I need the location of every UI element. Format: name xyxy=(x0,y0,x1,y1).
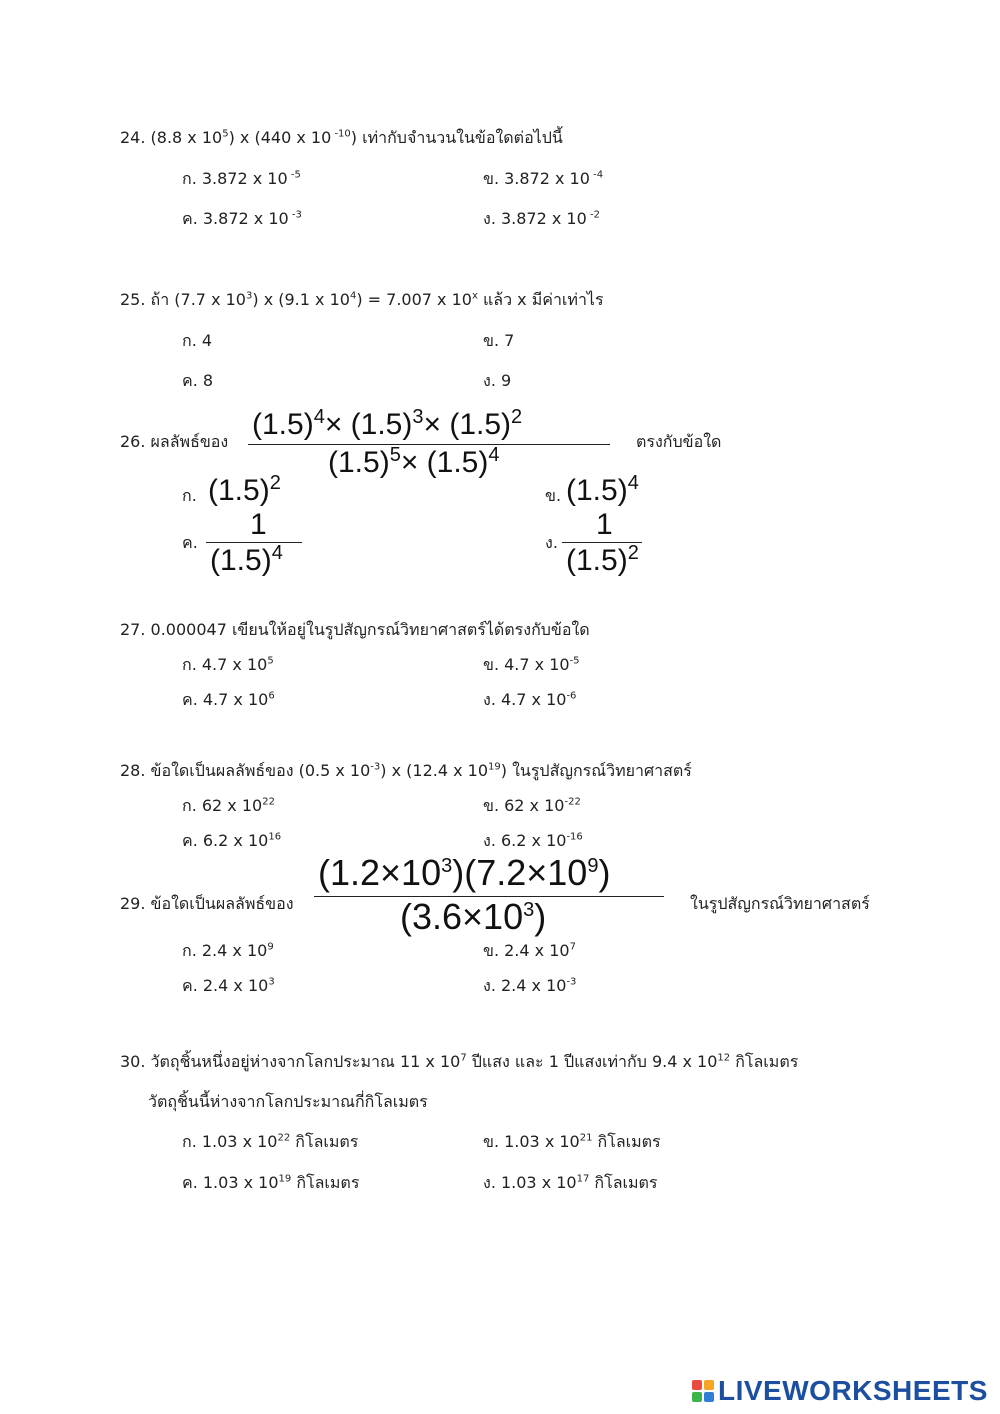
q25-option-c[interactable]: ค. 8 xyxy=(182,371,214,390)
q29-stem: 29. ข้อใดเป็นผลลัพธ์ของ xyxy=(120,894,294,913)
q25-option-b[interactable]: ข. 7 xyxy=(483,331,515,350)
q26-option-d-denominator: $(1.5)^2$ xyxy=(566,542,639,577)
q26-option-c-bar xyxy=(206,542,302,543)
q29-suffix: ในรูปสัญกรณ์วิทยาศาสตร์ xyxy=(690,894,870,913)
q28-option-d[interactable]: ง. 6.2 x $10^{-16}$ xyxy=(483,831,583,850)
q27-option-b[interactable]: ข. 4.7 x $10^{-5}$ xyxy=(483,655,580,674)
q26-stem: 26. ผลลัพธ์ของ xyxy=(120,432,229,451)
liveworksheets-logo xyxy=(692,1374,988,1408)
q26-option-b-value[interactable]: $(1.5)^4$ xyxy=(566,472,639,507)
q30-option-b[interactable]: ข. 1.03 x $10^{21}$ กิโลเมตร xyxy=(483,1132,661,1151)
q30-stem-line2: วัตถุชิ้นนี้ห่างจากโลกประมาณกี่กิโลเมตร xyxy=(148,1092,428,1111)
q26-option-a-value[interactable]: $(1.5)^2$ xyxy=(208,472,281,507)
liveworksheets-logo-icon xyxy=(692,1380,714,1402)
q24-option-b[interactable]: ข. 3.872 x 10 $^{-4}$ xyxy=(483,169,604,188)
q26-option-d-label[interactable]: ง. xyxy=(545,533,558,552)
q26-option-d-fraction[interactable] xyxy=(562,508,662,580)
q26-option-c-fraction[interactable] xyxy=(206,508,306,580)
q26-option-d-numerator: 1 xyxy=(596,508,613,541)
logo-square-4 xyxy=(704,1392,714,1402)
q29-option-a[interactable]: ก. 2.4 x $10^9$ xyxy=(182,941,274,960)
q28-option-a[interactable]: ก. 62 x $10^{22}$ xyxy=(182,796,275,815)
q29-option-b[interactable]: ข. 2.4 x $10^7$ xyxy=(483,941,576,960)
logo-square-2 xyxy=(704,1380,714,1390)
q29-numerator: $(1.2\times 10^3)(7.2\times 10^9)$ xyxy=(318,852,611,893)
q25-option-d[interactable]: ง. 9 xyxy=(483,371,512,390)
q29-option-d[interactable]: ง. 2.4 x $10^{-3}$ xyxy=(483,976,577,995)
q28-stem: 28. ข้อใดเป็นผลลัพธ์ของ (0.5 x $10^{-3}$) x (12.4 x $10^{19}$) ในรูปสัญกรณ์วิทยาศาสตร์ xyxy=(120,761,692,780)
q27-stem: 27. 0.000047 เขียนให้อยู่ในรูปสัญกรณ์วิทยาศาสตร์ได้ตรงกับข้อใด xyxy=(120,620,590,639)
q28-option-c[interactable]: ค. 6.2 x $10^{16}$ xyxy=(182,831,282,850)
q26-option-b-label[interactable]: ข. xyxy=(545,486,562,505)
q26-denominator: $(1.5)^5\times (1.5)^4$ xyxy=(328,444,500,479)
q30-option-a[interactable]: ก. 1.03 x $10^{22}$ กิโลเมตร xyxy=(182,1132,359,1151)
q27-option-c[interactable]: ค. 4.7 x $10^6$ xyxy=(182,690,275,709)
q30-option-c[interactable]: ค. 1.03 x $10^{19}$ กิโลเมตร xyxy=(182,1173,360,1192)
q26-expression xyxy=(248,408,613,480)
q24-option-c[interactable]: ค. 3.872 x 10 $^{-3}$ xyxy=(182,209,302,228)
q26-suffix: ตรงกับข้อใด xyxy=(636,432,722,451)
q24-option-a[interactable]: ก. 3.872 x 10 $^{-5}$ xyxy=(182,169,301,188)
q29-denominator: $(3.6\times 10^3)$ xyxy=(400,896,547,937)
liveworksheets-logo-text: LIVEWORKSHEETS xyxy=(718,1375,988,1406)
q24-stem: 24. (8.8 x $10^5$) x (440 x 10 $^{-10}$) เท่ากับจำนวนในข้อใดต่อไปนี้ xyxy=(120,128,563,147)
q26-option-c-denominator: $(1.5)^4$ xyxy=(210,542,283,577)
q29-expression xyxy=(314,852,666,936)
q24-option-d[interactable]: ง. 3.872 x 10 $^{-2}$ xyxy=(483,209,600,228)
q25-option-a[interactable]: ก. 4 xyxy=(182,331,213,350)
q26-option-c-label[interactable]: ค. xyxy=(182,533,198,552)
q27-option-a[interactable]: ก. 4.7 x $10^5$ xyxy=(182,655,274,674)
q28-option-b[interactable]: ข. 62 x $10^{-22}$ xyxy=(483,796,581,815)
q25-stem: 25. ถ้า (7.7 x $10^3$) x (9.1 x $10^4) = 7.007$ x 10$^x$ แล้ว x มีค่าเท่าไร xyxy=(120,290,604,309)
q26-fraction-bar xyxy=(248,444,610,445)
logo-square-3 xyxy=(692,1392,702,1402)
logo-square-1 xyxy=(692,1380,702,1390)
q26-numerator: $(1.5)^4\times (1.5)^3\times (1.5)^2$ xyxy=(252,406,523,441)
q30-stem: 30. วัตถุชิ้นหนึ่งอยู่ห่างจากโลกประมาณ 11 x $10^7$ ปีแสง และ 1 ปีแสงเท่ากับ 9.4 x $10^{12}$ กิโลเมตร xyxy=(120,1052,799,1071)
q27-option-d[interactable]: ง. 4.7 x $10^{-6}$ xyxy=(483,690,577,709)
q26-option-a-label[interactable]: ก. xyxy=(182,486,197,505)
q29-option-c[interactable]: ค. 2.4 x $10^3$ xyxy=(182,976,275,995)
q26-option-c-numerator: 1 xyxy=(250,508,267,541)
q30-option-d[interactable]: ง. 1.03 x $10^{17}$ กิโลเมตร xyxy=(483,1173,658,1192)
